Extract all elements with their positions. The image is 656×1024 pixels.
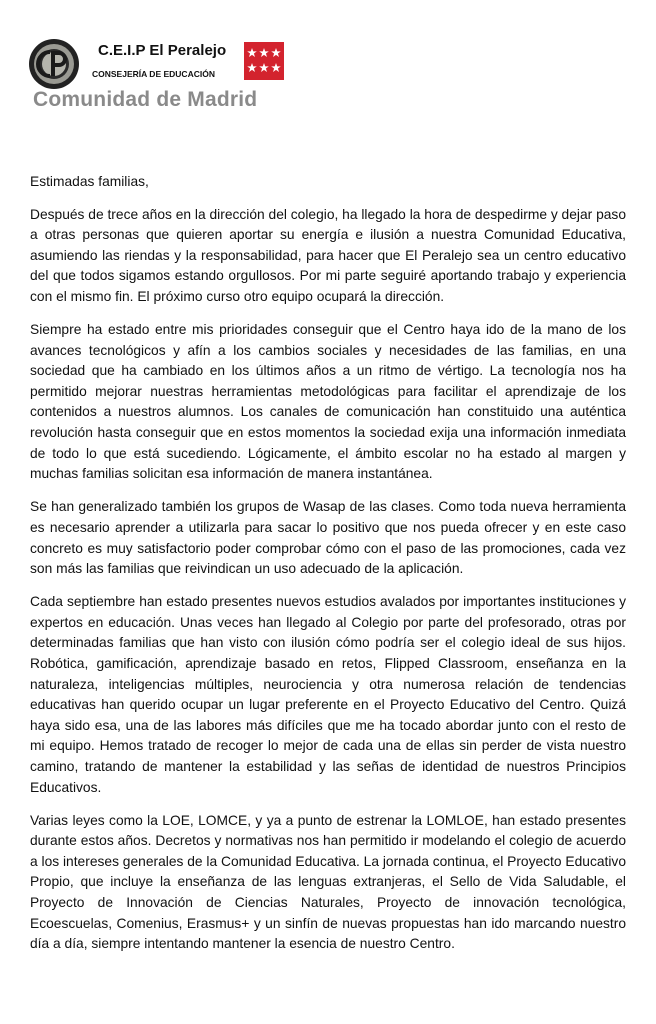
letter-paragraph-5: Varias leyes como la LOE, LOMCE, y ya a punto de estrenar la LOMLOE, han estado presentes durante estos años. Decretos y normativas nos han permitido ir modelando el colegio de acuerdo a los intereses generales de la Comunidad Educativa. La jornada continua, el Proyecto Educativo Propio, que incluye la enseñanza de las lenguas extranjeras, el Sello de Vida Saludable, el Proyecto de Innovación de Ciencias Naturales, Proyecto de innovación tecnológica, Ecoescuelas, Comenius, Erasmus+ y un sinfín de nuevas propuestas han ido marcando nuestro día a día, siempre intentando mantener la esencia de nuestro Centro. (30, 812, 626, 952)
letterhead (28, 38, 288, 118)
consejeria-label: CONSEJERÍA DE EDUCACIÓN (92, 69, 215, 79)
letter-greeting: Estimadas familias, (30, 174, 149, 189)
letter-paragraph-3: Se han generalizado también los grupos de Wasap de las clases. Como toda nueva herramienta es necesario aprender a utilizarla para sacar lo positivo que nos pueda ofrecer y en este caso concreto es muy satisfactorio poder comprobar cómo con el paso de las promociones, cada vez son más las familias que reivindican un uso adecuado de la aplicación. (30, 499, 626, 577)
letter-paragraph-4: Cada septiembre han estado presentes nuevos estudios avalados por importantes instituciones y expertos en educación. Unas veces han llegado al Colegio por parte del profesorado, otras por determinadas familias que han visto con ilusión cómo podría ser el colegio ideal de sus hijos. Robótica, gamificación, aprendizaje basado en retos, Flipped Classroom, enseñanza en la naturaleza, inteligencias múltiples, neurociencia y otra numerosa relación de tendencias educativas han querido ocupar un lugar preferente en el Proyecto Educativo del Centro. Quizá haya sido esa, una de las labores más difíciles que me ha tocado abordar junto con el resto de mi equipo. Hemos tratado de recoger lo mejor de cada una de ellas sin perder de vista nuestro camino, tratando de mantener la estabilidad y las señas de identidad de nuestros Principios Educativos. (30, 594, 626, 795)
school-logo-icon (28, 38, 80, 90)
madrid-flag-icon (244, 42, 284, 80)
letter-paragraph-2: Siempre ha estado entre mis prioridades conseguir que el Centro haya ido de la mano de los avances tecnológicos y afín a los cambios sociales y necesidades de las familias, en una sociedad que ha cambiado en los últimos años a un ritmo de vértigo. La tecnología nos ha permitido mejorar nuestras herramientas metodológicas para facilitar el aprendizaje de los contenidos a nuestros alumnos. Los canales de comunicación han constituido una auténtica revolución hasta conseguir que en estos momentos la sociedad exija una información inmediata de todo lo que está sucediendo. Lógicamente, el ámbito escolar no ha estado al margen y muchas familias solicitan esa información de manera instantánea. (30, 322, 626, 482)
letter-body (30, 172, 626, 967)
school-name: C.E.I.P El Peralejo (98, 42, 227, 59)
comunidad-de-madrid-wordmark: Comunidad de Madrid (33, 88, 258, 111)
letter-paragraph-1: Después de trece años en la dirección del colegio, ha llegado la hora de despedirme y dejar paso a otras personas que quieren aportar su energía e ilusión a nuestra Comunidad Educativa, asumiendo las riendas y la responsabilidad, para hacer que El Peralejo sea un centro educativo del que todos sigamos estando orgullosos. Por mi parte seguiré aportando trabajo y experiencia con el mismo fin. El próximo curso otro equipo ocupará la dirección. (30, 206, 626, 304)
